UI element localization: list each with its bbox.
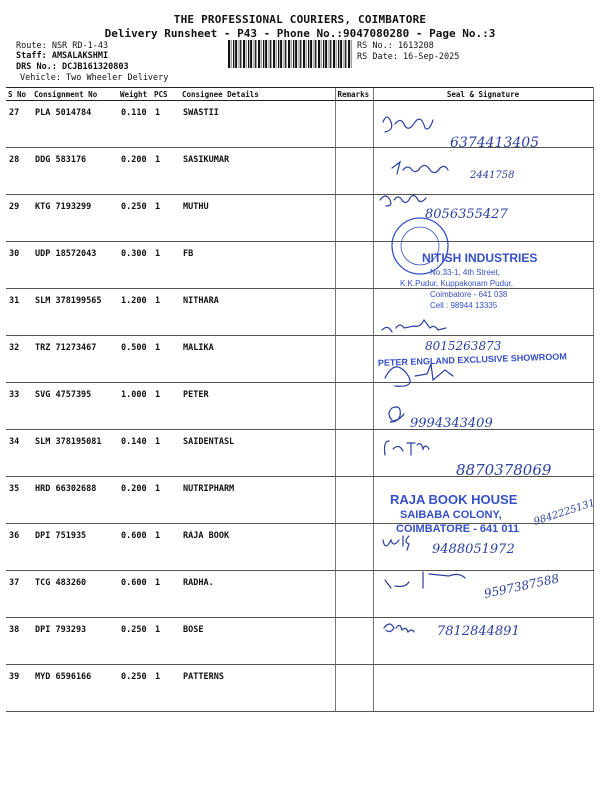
stamp-address: Cell : 98944 13335 <box>430 301 498 310</box>
barcode-bar <box>299 40 300 68</box>
barcode-bar <box>243 40 245 68</box>
document-title: THE PROFESSIONAL COURIERS, COIMBATORE <box>173 13 427 26</box>
barcode-bar <box>254 40 255 68</box>
barcode-bar <box>300 40 301 68</box>
rs-date: RS Date: 16-Sep-2025 <box>357 52 460 62</box>
consignment-cell: TRZ 71273467 <box>32 336 118 383</box>
barcode-bar <box>248 40 249 68</box>
sno-cell: 29 <box>6 195 32 242</box>
consignment-cell: SLM 378195081 <box>32 430 118 477</box>
stamp-address: K.K.Pudur, Kuppakonam Pudur, <box>400 279 513 288</box>
table-row <box>6 524 593 571</box>
sno-cell: 33 <box>6 383 32 430</box>
signature-cell <box>373 336 593 383</box>
col-header-remarks: Remarks <box>335 88 373 101</box>
remarks-cell <box>335 101 373 148</box>
pcs-cell: 1 <box>152 336 180 383</box>
pcs-cell: 1 <box>152 195 180 242</box>
sno-cell: 30 <box>6 242 32 289</box>
stamp-name: NITISH INDUSTRIES <box>422 251 538 265</box>
barcode-bar <box>321 40 322 68</box>
stamp-address: SAIBABA COLONY, <box>400 509 502 521</box>
consignment-cell: DPI 793293 <box>32 618 118 665</box>
remarks-cell <box>335 477 373 524</box>
weight-cell: 0.200 <box>118 477 152 524</box>
barcode-bar <box>263 40 264 68</box>
remarks-cell <box>335 524 373 571</box>
handwritten-phone: 9597387588 <box>482 571 561 601</box>
pcs-cell: 1 <box>152 430 180 477</box>
sno-cell: 39 <box>6 665 32 712</box>
weight-cell: 0.300 <box>118 242 152 289</box>
remarks-cell <box>335 665 373 712</box>
pcs-cell: 1 <box>152 571 180 618</box>
remarks-cell <box>335 148 373 195</box>
sno-cell: 31 <box>6 289 32 336</box>
consignee-cell: SAIDENTASL <box>180 430 335 477</box>
barcode-bar <box>318 40 320 68</box>
stamp-name: PETER ENGLAND EXCLUSIVE SHOWROOM <box>377 351 567 368</box>
staff-label: Staff: AMSALAKSHMI <box>16 51 109 61</box>
barcode-bar <box>308 40 309 68</box>
consignee-cell: SWASTII <box>180 101 335 148</box>
barcode-bar <box>233 40 234 68</box>
barcode-bar <box>273 40 275 68</box>
document-subtitle: Delivery Runsheet - P43 - Phone No.:9047080280 - Page No.:3 <box>104 27 496 40</box>
barcode-bar <box>231 40 232 68</box>
barcode-bar <box>258 40 260 68</box>
consignee-cell: MALIKA <box>180 336 335 383</box>
drs-label: DRS No.: DCJB161320803 <box>16 62 129 72</box>
table-row <box>6 571 593 618</box>
table-row <box>6 289 593 336</box>
barcode-bar <box>330 40 331 68</box>
signature-cell <box>373 571 593 618</box>
barcode-bar <box>340 40 342 68</box>
barcode-bar <box>235 40 237 68</box>
signature-cell <box>373 477 593 524</box>
remarks-cell <box>335 618 373 665</box>
signature-cell <box>373 289 593 336</box>
col-header-consignment: Consignment No <box>32 88 118 101</box>
table-row <box>6 665 593 712</box>
barcode-bar <box>314 40 315 68</box>
signature-cell <box>373 148 593 195</box>
barcode-bar <box>285 40 286 68</box>
signature-cell <box>373 618 593 665</box>
pcs-cell: 1 <box>152 383 180 430</box>
weight-cell: 0.200 <box>118 148 152 195</box>
handwritten-phone: 8015263873 <box>425 339 502 353</box>
weight-cell: 1.200 <box>118 289 152 336</box>
handwritten-phone: 6374413405 <box>450 135 540 151</box>
barcode-bar <box>325 40 327 68</box>
handwritten-phone: 8870378069 <box>456 461 552 479</box>
sno-cell: 27 <box>6 101 32 148</box>
weight-cell: 0.600 <box>118 524 152 571</box>
barcode-bar <box>276 40 277 68</box>
stamp-name: RAJA BOOK HOUSE <box>390 492 518 507</box>
pcs-cell: 1 <box>152 618 180 665</box>
stamp-address: Coimbatore - 641 038 <box>430 290 508 299</box>
handwritten-phone: 2441758 <box>470 170 515 181</box>
barcode-bar <box>250 40 252 68</box>
consignee-cell: RADHA. <box>180 571 335 618</box>
remarks-cell <box>335 430 373 477</box>
sno-cell: 32 <box>6 336 32 383</box>
runsheet-table <box>6 87 594 712</box>
table-row <box>6 383 593 430</box>
barcode <box>228 40 353 68</box>
pcs-cell: 1 <box>152 477 180 524</box>
barcode-bar <box>345 40 346 68</box>
consignment-cell: PLA 5014784 <box>32 101 118 148</box>
consignment-cell: HRD 66302688 <box>32 477 118 524</box>
weight-cell: 0.140 <box>118 430 152 477</box>
handwritten-phone: 7812844891 <box>437 624 520 639</box>
barcode-bar <box>293 40 294 68</box>
barcode-bar <box>261 40 262 68</box>
consignment-cell: DDG 583176 <box>32 148 118 195</box>
barcode-bar <box>288 40 290 68</box>
barcode-bar <box>351 40 352 68</box>
sno-cell: 35 <box>6 477 32 524</box>
barcode-bar <box>291 40 292 68</box>
barcode-bar <box>278 40 279 68</box>
sno-cell: 37 <box>6 571 32 618</box>
pcs-cell: 1 <box>152 242 180 289</box>
barcode-bar <box>240 40 241 68</box>
consignment-cell: TCG 483260 <box>32 571 118 618</box>
pcs-cell: 1 <box>152 524 180 571</box>
remarks-cell <box>335 383 373 430</box>
signature-cell <box>373 101 593 148</box>
weight-cell: 1.000 <box>118 383 152 430</box>
barcode-bar <box>228 40 230 68</box>
table-row <box>6 430 593 477</box>
consignment-cell: UDP 18572043 <box>32 242 118 289</box>
handwritten-phone: 9842225131 <box>532 497 597 528</box>
stamp-address: No.33-1, 4th Street, <box>430 268 500 277</box>
handwritten-phone: 8056355427 <box>425 207 508 222</box>
signature-cell <box>373 242 593 289</box>
consignment-cell: KTG 7193299 <box>32 195 118 242</box>
col-header-consignee: Consignee Details <box>180 88 335 101</box>
barcode-bar <box>306 40 307 68</box>
weight-cell: 0.600 <box>118 571 152 618</box>
weight-cell: 0.110 <box>118 101 152 148</box>
consignee-cell: RAJA BOOK <box>180 524 335 571</box>
table-header-row <box>6 88 593 101</box>
remarks-cell <box>335 336 373 383</box>
barcode-bar <box>303 40 305 68</box>
barcode-bar <box>348 40 350 68</box>
table-row <box>6 618 593 665</box>
signature-cell <box>373 524 593 571</box>
col-header-signature: Seal & Signature <box>373 88 593 101</box>
consignee-cell: MUTHU <box>180 195 335 242</box>
remarks-cell <box>335 242 373 289</box>
barcode-bar <box>246 40 247 68</box>
pcs-cell: 1 <box>152 101 180 148</box>
barcode-bar <box>255 40 256 68</box>
remarks-cell <box>335 289 373 336</box>
barcode-bar <box>280 40 282 68</box>
consignee-cell: NITHARA <box>180 289 335 336</box>
pcs-cell: 1 <box>152 289 180 336</box>
col-header-sno: S No <box>6 88 32 101</box>
signature-cell <box>373 665 593 712</box>
sno-cell: 28 <box>6 148 32 195</box>
consignee-cell: FB <box>180 242 335 289</box>
barcode-bar <box>310 40 312 68</box>
col-header-weight: Weight <box>118 88 152 101</box>
consignee-cell: PATTERNS <box>180 665 335 712</box>
table-row <box>6 148 593 195</box>
barcode-bar <box>323 40 324 68</box>
weight-cell: 0.250 <box>118 195 152 242</box>
sno-cell: 38 <box>6 618 32 665</box>
barcode-bar <box>344 40 345 68</box>
table-row <box>6 242 593 289</box>
handwritten-phone: 9994343409 <box>410 416 493 431</box>
signature-cell <box>373 195 593 242</box>
col-header-pcs: PCS <box>152 88 180 101</box>
barcode-bar <box>336 40 337 68</box>
pcs-cell: 1 <box>152 148 180 195</box>
consignment-cell: MYD 6596166 <box>32 665 118 712</box>
barcode-bar <box>338 40 339 68</box>
remarks-cell <box>335 571 373 618</box>
signature-cell <box>373 430 593 477</box>
barcode-bar <box>270 40 271 68</box>
consignee-cell: NUTRIPHARM <box>180 477 335 524</box>
weight-cell: 0.250 <box>118 618 152 665</box>
vehicle-label: Vehicle: Two Wheeler Delivery <box>20 73 169 83</box>
barcode-bar <box>315 40 316 68</box>
table-row <box>6 195 593 242</box>
barcode-bar <box>265 40 267 68</box>
consignment-cell: SLM 378199565 <box>32 289 118 336</box>
rs-number: RS No.: 1613208 <box>357 41 434 51</box>
handwritten-phone: 9488051972 <box>432 542 515 557</box>
barcode-bar <box>269 40 270 68</box>
barcode-bar <box>284 40 285 68</box>
sno-cell: 36 <box>6 524 32 571</box>
consignment-cell: DPI 751935 <box>32 524 118 571</box>
barcode-bar <box>333 40 335 68</box>
remarks-cell <box>335 195 373 242</box>
table-row <box>6 477 593 524</box>
barcode-bar <box>239 40 240 68</box>
consignment-cell: SVG 4757395 <box>32 383 118 430</box>
stamp-address: COIMBATORE - 641 011 <box>396 523 520 535</box>
barcode-bar <box>295 40 297 68</box>
signature-cell <box>373 383 593 430</box>
sno-cell: 34 <box>6 430 32 477</box>
consignee-cell: PETER <box>180 383 335 430</box>
table-row <box>6 101 593 148</box>
weight-cell: 0.500 <box>118 336 152 383</box>
table-row <box>6 336 593 383</box>
pcs-cell: 1 <box>152 665 180 712</box>
consignee-cell: BOSE <box>180 618 335 665</box>
route-label: Route: NSR RD-1-43 <box>16 41 109 51</box>
consignee-cell: SASIKUMAR <box>180 148 335 195</box>
weight-cell: 0.250 <box>118 665 152 712</box>
barcode-bar <box>329 40 330 68</box>
